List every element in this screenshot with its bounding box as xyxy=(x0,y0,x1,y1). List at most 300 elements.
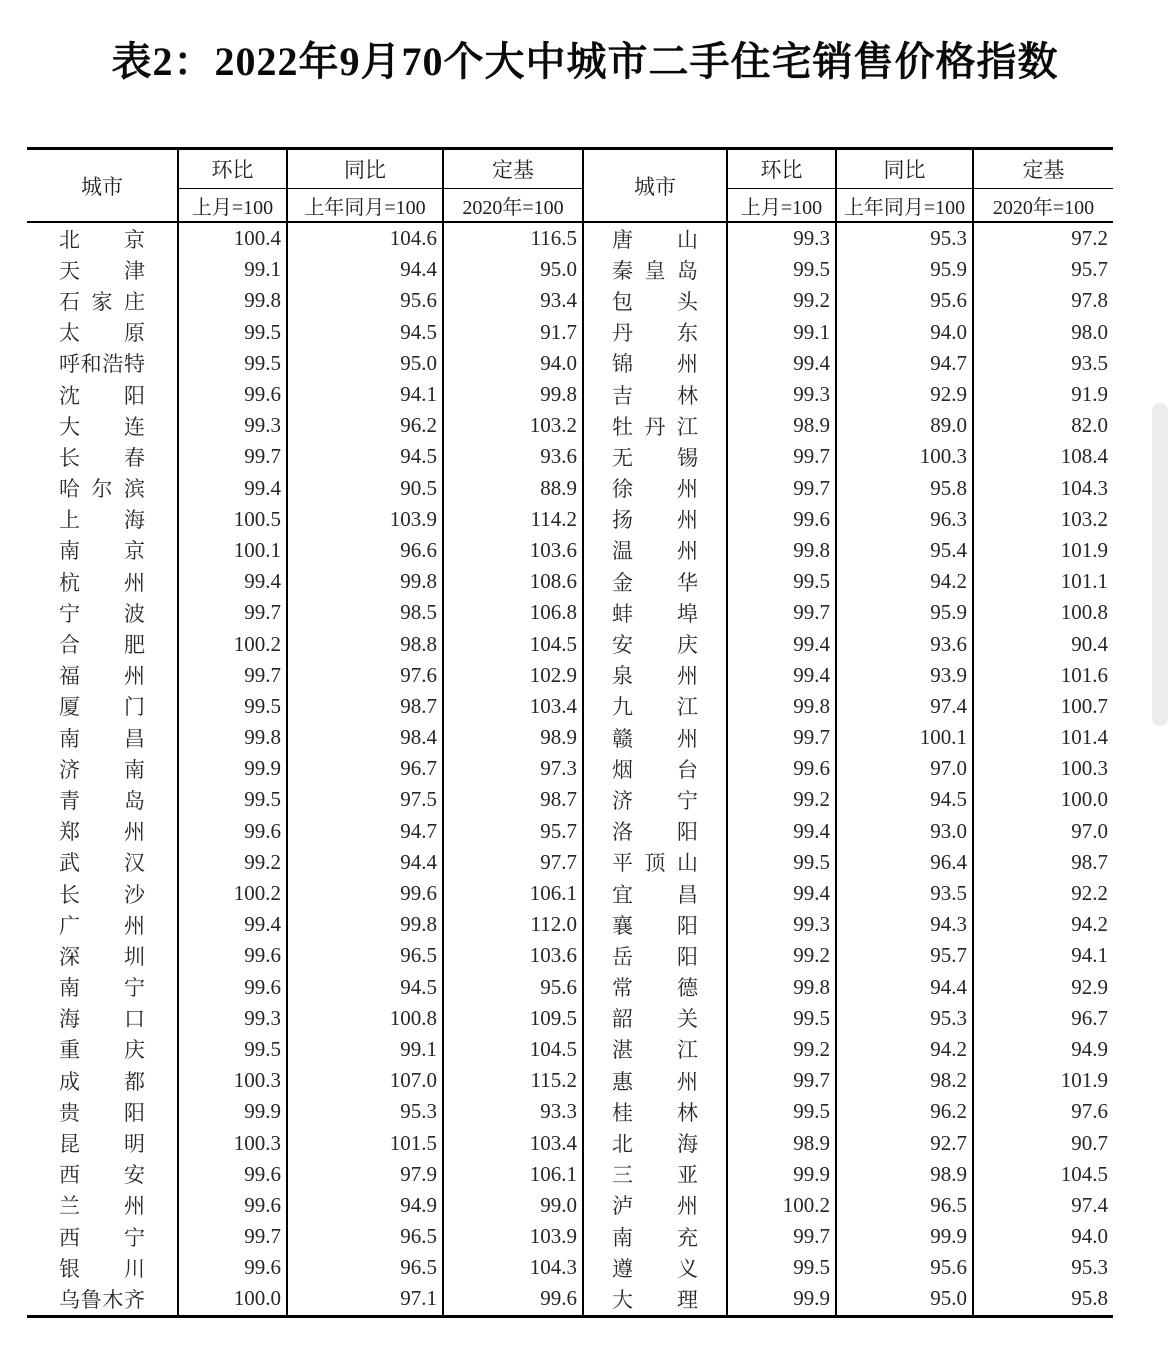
yoy-value-left: 94.5 xyxy=(287,441,443,472)
city-cell-right xyxy=(583,722,727,753)
city-cell-left xyxy=(27,972,178,1003)
city-cell-left xyxy=(27,222,178,254)
fixedbase-value-right: 101.9 xyxy=(973,1065,1113,1096)
city-cell-right xyxy=(583,597,727,628)
city-cell-right xyxy=(583,660,727,691)
yoy-value-right: 96.2 xyxy=(836,1096,973,1127)
fixedbase-value-right: 104.3 xyxy=(973,473,1113,504)
yoy-value-right: 94.0 xyxy=(836,317,973,348)
header-mom-base-left: 上月=100 xyxy=(178,189,287,223)
city-name: 合肥 xyxy=(59,633,145,658)
table-row xyxy=(27,504,1113,535)
yoy-value-left: 98.8 xyxy=(287,628,443,659)
city-name: 北京 xyxy=(59,227,145,252)
mom-value-left: 99.6 xyxy=(178,1252,287,1283)
mom-value-left: 100.3 xyxy=(178,1127,287,1158)
city-cell-right xyxy=(583,1283,727,1316)
yoy-value-right: 93.6 xyxy=(836,628,973,659)
table-row xyxy=(27,379,1113,410)
yoy-value-left: 95.6 xyxy=(287,285,443,316)
city-name: 兰州 xyxy=(59,1194,145,1219)
city-cell-left xyxy=(27,441,178,472)
city-cell-left xyxy=(27,1034,178,1065)
city-name: 泸州 xyxy=(612,1194,698,1219)
city-cell-right xyxy=(583,410,727,441)
fixedbase-value-left: 93.4 xyxy=(443,285,583,316)
mom-value-left: 99.7 xyxy=(178,441,287,472)
yoy-value-right: 93.5 xyxy=(836,878,973,909)
fixedbase-value-right: 94.1 xyxy=(973,940,1113,971)
table-row xyxy=(27,1283,1113,1316)
mom-value-right: 99.1 xyxy=(727,317,836,348)
mom-value-left: 100.5 xyxy=(178,504,287,535)
fixedbase-value-right: 97.8 xyxy=(973,285,1113,316)
yoy-value-right: 89.0 xyxy=(836,410,973,441)
fixedbase-value-right: 92.9 xyxy=(973,972,1113,1003)
yoy-value-right: 99.9 xyxy=(836,1221,973,1252)
fixedbase-value-right: 104.5 xyxy=(973,1159,1113,1190)
city-name: 湛江 xyxy=(612,1038,698,1063)
city-cell-right xyxy=(583,379,727,410)
yoy-value-right: 94.5 xyxy=(836,784,973,815)
mom-value-left: 99.7 xyxy=(178,597,287,628)
city-name: 南宁 xyxy=(59,976,145,1001)
fixedbase-value-left: 95.7 xyxy=(443,816,583,847)
mom-value-left: 99.7 xyxy=(178,660,287,691)
fixedbase-value-right: 92.2 xyxy=(973,878,1113,909)
mom-value-left: 99.6 xyxy=(178,1159,287,1190)
yoy-value-right: 95.4 xyxy=(836,535,973,566)
yoy-value-left: 97.1 xyxy=(287,1283,443,1316)
city-name: 岳阳 xyxy=(612,944,698,969)
city-name: 平顶山 xyxy=(612,851,698,876)
mom-value-left: 99.6 xyxy=(178,379,287,410)
city-name: 深圳 xyxy=(59,944,145,969)
city-cell-right xyxy=(583,878,727,909)
city-cell-left xyxy=(27,1065,178,1096)
table-row xyxy=(27,784,1113,815)
city-cell-right xyxy=(583,940,727,971)
city-cell-left xyxy=(27,660,178,691)
mom-value-left: 99.4 xyxy=(178,566,287,597)
fixedbase-value-left: 106.8 xyxy=(443,597,583,628)
city-name: 唐山 xyxy=(612,227,698,252)
city-name: 秦皇岛 xyxy=(612,258,698,283)
fixedbase-value-right: 94.0 xyxy=(973,1221,1113,1252)
city-name: 九江 xyxy=(612,695,698,720)
mom-value-left: 100.2 xyxy=(178,878,287,909)
city-cell-left xyxy=(27,317,178,348)
table-row xyxy=(27,566,1113,597)
mom-value-right: 99.7 xyxy=(727,722,836,753)
fixedbase-value-right: 97.0 xyxy=(973,816,1113,847)
scrollbar-thumb[interactable] xyxy=(1152,403,1168,726)
table-row xyxy=(27,878,1113,909)
mom-value-right: 99.7 xyxy=(727,473,836,504)
yoy-value-right: 94.4 xyxy=(836,972,973,1003)
mom-value-right: 98.9 xyxy=(727,410,836,441)
city-cell-right xyxy=(583,566,727,597)
mom-value-right: 100.2 xyxy=(727,1190,836,1221)
mom-value-left: 99.4 xyxy=(178,473,287,504)
mom-value-right: 99.2 xyxy=(727,784,836,815)
city-cell-left xyxy=(27,254,178,285)
fixedbase-value-left: 95.0 xyxy=(443,254,583,285)
city-cell-left xyxy=(27,940,178,971)
yoy-value-left: 96.5 xyxy=(287,940,443,971)
yoy-value-left: 90.5 xyxy=(287,473,443,504)
city-name: 惠州 xyxy=(612,1069,698,1094)
fixedbase-value-left: 108.6 xyxy=(443,566,583,597)
mom-value-left: 99.5 xyxy=(178,1034,287,1065)
city-cell-left xyxy=(27,410,178,441)
city-cell-right xyxy=(583,222,727,254)
mom-value-right: 99.6 xyxy=(727,753,836,784)
city-name: 吉林 xyxy=(612,383,698,408)
header-city-right: 城市 xyxy=(583,149,727,223)
yoy-value-left: 94.9 xyxy=(287,1190,443,1221)
yoy-value-left: 94.5 xyxy=(287,972,443,1003)
table-row xyxy=(27,597,1113,628)
fixedbase-value-left: 103.4 xyxy=(443,691,583,722)
city-cell-right xyxy=(583,1159,727,1190)
yoy-value-right: 95.6 xyxy=(836,1252,973,1283)
city-cell-left xyxy=(27,1003,178,1034)
city-name: 扬州 xyxy=(612,508,698,533)
header-yoy-right: 同比 xyxy=(836,149,973,189)
city-cell-right xyxy=(583,285,727,316)
city-cell-left xyxy=(27,285,178,316)
header-fixedbase-right: 定基 xyxy=(973,149,1113,189)
city-name: 北海 xyxy=(612,1132,698,1157)
mom-value-left: 99.6 xyxy=(178,972,287,1003)
mom-value-right: 99.9 xyxy=(727,1159,836,1190)
city-name: 上海 xyxy=(59,508,145,533)
city-name: 哈尔滨 xyxy=(59,477,145,502)
header-yoy-base-left: 上年同月=100 xyxy=(287,189,443,223)
city-name: 遵义 xyxy=(612,1256,698,1281)
fixedbase-value-left: 104.5 xyxy=(443,628,583,659)
city-cell-right xyxy=(583,628,727,659)
mom-value-left: 100.3 xyxy=(178,1065,287,1096)
yoy-value-right: 97.4 xyxy=(836,691,973,722)
mom-value-right: 99.5 xyxy=(727,254,836,285)
city-cell-right xyxy=(583,1065,727,1096)
table-row xyxy=(27,628,1113,659)
yoy-value-right: 96.3 xyxy=(836,504,973,535)
city-name: 乌鲁木齐 xyxy=(59,1287,145,1312)
fixedbase-value-right: 100.7 xyxy=(973,691,1113,722)
yoy-value-right: 94.2 xyxy=(836,566,973,597)
header-fixedbase-base-right: 2020年=100 xyxy=(973,189,1113,223)
city-name: 金华 xyxy=(612,570,698,595)
city-cell-left xyxy=(27,348,178,379)
city-cell-right xyxy=(583,1252,727,1283)
yoy-value-left: 98.5 xyxy=(287,597,443,628)
yoy-value-left: 99.1 xyxy=(287,1034,443,1065)
table-row xyxy=(27,753,1113,784)
mom-value-right: 99.8 xyxy=(727,972,836,1003)
table-row xyxy=(27,847,1113,878)
fixedbase-value-left: 97.3 xyxy=(443,753,583,784)
table-row xyxy=(27,441,1113,472)
mom-value-right: 99.6 xyxy=(727,504,836,535)
fixedbase-value-left: 103.2 xyxy=(443,410,583,441)
city-cell-right xyxy=(583,972,727,1003)
fixedbase-value-left: 94.0 xyxy=(443,348,583,379)
city-name: 三亚 xyxy=(612,1163,698,1188)
table-row xyxy=(27,1096,1113,1127)
fixedbase-value-left: 91.7 xyxy=(443,317,583,348)
yoy-value-left: 101.5 xyxy=(287,1127,443,1158)
fixedbase-value-left: 95.6 xyxy=(443,972,583,1003)
city-name: 成都 xyxy=(59,1069,145,1094)
city-name: 厦门 xyxy=(59,695,145,720)
city-name: 洛阳 xyxy=(612,820,698,845)
header-mom-right: 环比 xyxy=(727,149,836,189)
city-name: 广州 xyxy=(59,913,145,938)
header-city-left: 城市 xyxy=(27,149,178,223)
city-name: 太原 xyxy=(59,321,145,346)
mom-value-left: 99.5 xyxy=(178,691,287,722)
city-cell-left xyxy=(27,722,178,753)
table-row xyxy=(27,722,1113,753)
city-name: 济南 xyxy=(59,757,145,782)
header-yoy-left: 同比 xyxy=(287,149,443,189)
fixedbase-value-right: 103.2 xyxy=(973,504,1113,535)
header-mom-left: 环比 xyxy=(178,149,287,189)
mom-value-right: 99.7 xyxy=(727,1221,836,1252)
header-yoy-base-right: 上年同月=100 xyxy=(836,189,973,223)
city-name: 武汉 xyxy=(59,851,145,876)
city-name: 温州 xyxy=(612,539,698,564)
city-cell-left xyxy=(27,566,178,597)
mom-value-right: 99.4 xyxy=(727,628,836,659)
city-cell-right xyxy=(583,1003,727,1034)
city-name: 襄阳 xyxy=(612,913,698,938)
header-mom-base-right: 上月=100 xyxy=(727,189,836,223)
city-name: 济宁 xyxy=(612,788,698,813)
city-cell-left xyxy=(27,597,178,628)
table-row xyxy=(27,1159,1113,1190)
fixedbase-value-left: 93.6 xyxy=(443,441,583,472)
fixedbase-value-right: 91.9 xyxy=(973,379,1113,410)
yoy-value-left: 98.7 xyxy=(287,691,443,722)
city-name: 郑州 xyxy=(59,820,145,845)
mom-value-right: 99.8 xyxy=(727,535,836,566)
yoy-value-left: 96.7 xyxy=(287,753,443,784)
yoy-value-right: 95.9 xyxy=(836,597,973,628)
city-name: 海口 xyxy=(59,1007,145,1032)
table-row xyxy=(27,285,1113,316)
city-name: 南充 xyxy=(612,1225,698,1250)
city-cell-left xyxy=(27,504,178,535)
yoy-value-left: 104.6 xyxy=(287,222,443,254)
city-name: 西宁 xyxy=(59,1225,145,1250)
fixedbase-value-left: 112.0 xyxy=(443,909,583,940)
fixedbase-value-left: 88.9 xyxy=(443,473,583,504)
city-name: 宁波 xyxy=(59,601,145,626)
mom-value-right: 99.4 xyxy=(727,660,836,691)
mom-value-left: 99.8 xyxy=(178,285,287,316)
yoy-value-right: 94.7 xyxy=(836,348,973,379)
mom-value-right: 99.5 xyxy=(727,566,836,597)
table-row xyxy=(27,1127,1113,1158)
fixedbase-value-right: 108.4 xyxy=(973,441,1113,472)
mom-value-right: 99.4 xyxy=(727,878,836,909)
city-cell-right xyxy=(583,504,727,535)
table-row xyxy=(27,909,1113,940)
mom-value-left: 99.4 xyxy=(178,909,287,940)
city-name: 大连 xyxy=(59,414,145,439)
mom-value-right: 99.3 xyxy=(727,909,836,940)
city-cell-left xyxy=(27,1221,178,1252)
fixedbase-value-right: 90.7 xyxy=(973,1127,1113,1158)
mom-value-left: 99.9 xyxy=(178,1096,287,1127)
table-row xyxy=(27,972,1113,1003)
fixedbase-value-left: 115.2 xyxy=(443,1065,583,1096)
yoy-value-right: 95.8 xyxy=(836,473,973,504)
fixedbase-value-right: 98.7 xyxy=(973,847,1113,878)
yoy-value-right: 95.7 xyxy=(836,940,973,971)
mom-value-left: 99.7 xyxy=(178,1221,287,1252)
fixedbase-value-right: 101.1 xyxy=(973,566,1113,597)
mom-value-left: 99.5 xyxy=(178,317,287,348)
city-name: 丹东 xyxy=(612,321,698,346)
yoy-value-left: 95.0 xyxy=(287,348,443,379)
fixedbase-value-left: 102.9 xyxy=(443,660,583,691)
table-row xyxy=(27,1003,1113,1034)
mom-value-left: 99.6 xyxy=(178,1190,287,1221)
yoy-value-left: 94.5 xyxy=(287,317,443,348)
yoy-value-left: 94.7 xyxy=(287,816,443,847)
table-header xyxy=(27,149,1113,223)
mom-value-left: 99.3 xyxy=(178,1003,287,1034)
yoy-value-right: 92.7 xyxy=(836,1127,973,1158)
yoy-value-right: 95.9 xyxy=(836,254,973,285)
city-cell-left xyxy=(27,1252,178,1283)
yoy-value-left: 96.6 xyxy=(287,535,443,566)
mom-value-right: 99.4 xyxy=(727,348,836,379)
city-name: 烟台 xyxy=(612,757,698,782)
city-cell-right xyxy=(583,535,727,566)
city-cell-left xyxy=(27,1190,178,1221)
city-cell-left xyxy=(27,909,178,940)
mom-value-left: 100.4 xyxy=(178,222,287,254)
fixedbase-value-left: 116.5 xyxy=(443,222,583,254)
yoy-value-left: 94.1 xyxy=(287,379,443,410)
mom-value-left: 99.3 xyxy=(178,410,287,441)
header-fixedbase-left: 定基 xyxy=(443,149,583,189)
yoy-value-right: 96.4 xyxy=(836,847,973,878)
mom-value-right: 99.7 xyxy=(727,1065,836,1096)
city-cell-left xyxy=(27,628,178,659)
city-name: 西安 xyxy=(59,1163,145,1188)
city-name: 赣州 xyxy=(612,726,698,751)
table-body xyxy=(27,222,1113,1316)
city-cell-left xyxy=(27,379,178,410)
city-name: 安庆 xyxy=(612,633,698,658)
fixedbase-value-right: 82.0 xyxy=(973,410,1113,441)
yoy-value-right: 94.3 xyxy=(836,909,973,940)
mom-value-right: 99.5 xyxy=(727,1096,836,1127)
yoy-value-left: 99.8 xyxy=(287,909,443,940)
city-cell-right xyxy=(583,816,727,847)
city-name: 韶关 xyxy=(612,1007,698,1032)
city-cell-left xyxy=(27,1127,178,1158)
fixedbase-value-left: 97.7 xyxy=(443,847,583,878)
mom-value-left: 100.1 xyxy=(178,535,287,566)
city-cell-right xyxy=(583,753,727,784)
city-name: 福州 xyxy=(59,664,145,689)
city-cell-right xyxy=(583,1221,727,1252)
yoy-value-left: 107.0 xyxy=(287,1065,443,1096)
mom-value-right: 99.7 xyxy=(727,597,836,628)
city-cell-left xyxy=(27,784,178,815)
mom-value-right: 98.9 xyxy=(727,1127,836,1158)
city-name: 杭州 xyxy=(59,570,145,595)
city-name: 南京 xyxy=(59,539,145,564)
yoy-value-right: 98.2 xyxy=(836,1065,973,1096)
yoy-value-left: 100.8 xyxy=(287,1003,443,1034)
city-name: 泉州 xyxy=(612,664,698,689)
city-name: 重庆 xyxy=(59,1038,145,1063)
table-row xyxy=(27,1190,1113,1221)
table-row xyxy=(27,317,1113,348)
fixedbase-value-left: 103.9 xyxy=(443,1221,583,1252)
city-name: 长沙 xyxy=(59,882,145,907)
fixedbase-value-left: 103.6 xyxy=(443,940,583,971)
city-name: 大理 xyxy=(612,1287,698,1312)
yoy-value-left: 103.9 xyxy=(287,504,443,535)
city-cell-left xyxy=(27,691,178,722)
yoy-value-left: 97.5 xyxy=(287,784,443,815)
mom-value-left: 99.9 xyxy=(178,753,287,784)
table-row xyxy=(27,1065,1113,1096)
fixedbase-value-left: 103.4 xyxy=(443,1127,583,1158)
fixedbase-value-left: 106.1 xyxy=(443,878,583,909)
mom-value-left: 99.1 xyxy=(178,254,287,285)
fixedbase-value-left: 93.3 xyxy=(443,1096,583,1127)
yoy-value-right: 93.9 xyxy=(836,660,973,691)
fixedbase-value-right: 95.3 xyxy=(973,1252,1113,1283)
yoy-value-left: 94.4 xyxy=(287,254,443,285)
yoy-value-left: 94.4 xyxy=(287,847,443,878)
city-name: 长春 xyxy=(59,445,145,470)
mom-value-right: 99.3 xyxy=(727,222,836,254)
city-cell-right xyxy=(583,473,727,504)
city-name: 锦州 xyxy=(612,352,698,377)
fixedbase-value-right: 100.0 xyxy=(973,784,1113,815)
fixedbase-value-left: 114.2 xyxy=(443,504,583,535)
fixedbase-value-left: 106.1 xyxy=(443,1159,583,1190)
city-name: 无锡 xyxy=(612,445,698,470)
yoy-value-left: 95.3 xyxy=(287,1096,443,1127)
city-name: 青岛 xyxy=(59,788,145,813)
yoy-value-right: 100.3 xyxy=(836,441,973,472)
city-cell-right xyxy=(583,1127,727,1158)
table-row xyxy=(27,348,1113,379)
yoy-value-left: 99.8 xyxy=(287,566,443,597)
mom-value-right: 99.2 xyxy=(727,940,836,971)
fixedbase-value-left: 109.5 xyxy=(443,1003,583,1034)
fixedbase-value-left: 104.3 xyxy=(443,1252,583,1283)
city-name: 银川 xyxy=(59,1256,145,1281)
city-cell-left xyxy=(27,878,178,909)
fixedbase-value-right: 100.3 xyxy=(973,753,1113,784)
fixedbase-value-right: 95.7 xyxy=(973,254,1113,285)
mom-value-right: 99.4 xyxy=(727,816,836,847)
